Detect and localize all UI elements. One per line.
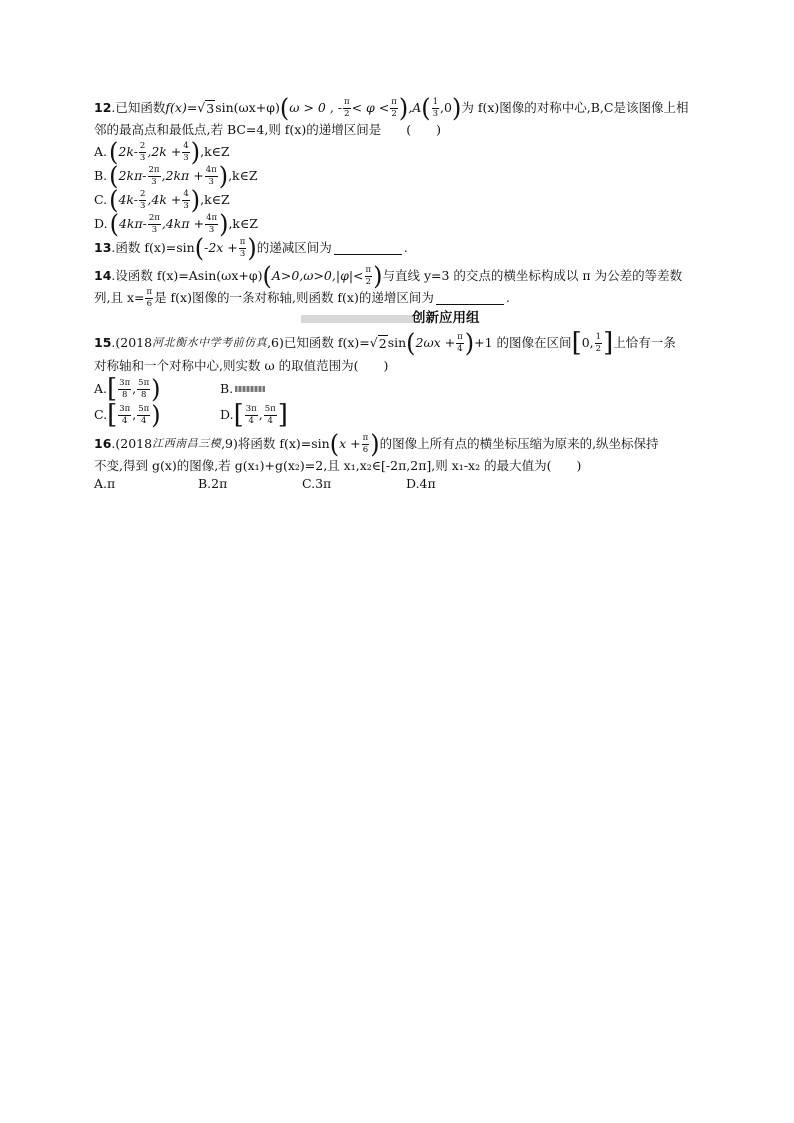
q12-option-a[interactable]: A. ( 2k- $\frac{2}{3}$ ,2k + $\frac{4}{3}$ ) ,k∈Z xyxy=(94,137,230,167)
q15-option-b[interactable]: B. xyxy=(220,376,346,402)
q15-option-c[interactable]: C. [ $\frac{3\pi}{4}$ , $\frac{5\pi}{4}$ ) xyxy=(94,400,161,430)
sqrt-2: √ 2 xyxy=(369,334,387,351)
q12-option-d[interactable]: D. ( 4kπ- $\frac{2\pi}{3}$ ,4kπ + $\frac{4\pi}{3}$ ) ,k∈Z xyxy=(94,209,258,239)
q12-line-1: 12 .已知函数 f(x)= √ 3 sin(ωx+φ) ( ω > 0 , - $\frac{\pi}{2}$ < φ < $\frac{\pi}{2}$ ) ,A ( $\frac{1}{3}$ ,0 ) 为 f(x)图像的对称中心,B,C是该图像上相 xyxy=(94,93,689,123)
q13-line-1: 13 .函数 f(x)=sin ( -2x + $\frac{\pi}{3}$ ) 的递减区间为 . xyxy=(94,233,408,263)
q16-line-1: 16 .(2018 江西南昌三模 ,9)将函数 f(x)=sin ( x + $\frac{\pi}{6}$ ) 的图像上所有点的横坐标压缩为原来的,纵坐标保持 xyxy=(94,429,659,459)
q12-option-b[interactable]: B. ( 2kπ- $\frac{2\pi}{3}$ ,2kπ + $\frac{4\pi}{3}$ ) ,k∈Z xyxy=(94,161,258,191)
q12-number: 12 xyxy=(94,100,112,116)
q12-option-c[interactable]: C. ( 4k- $\frac{2}{3}$ ,4k + $\frac{4}{3}$ ) ,k∈Z xyxy=(94,185,230,215)
formula-image-icon xyxy=(235,386,265,392)
q12-options xyxy=(94,137,704,239)
q16-number: 16 xyxy=(94,436,112,452)
q13-number: 13 xyxy=(94,240,112,256)
q16-option-c[interactable]: C.3π xyxy=(302,476,332,491)
q16-option-a[interactable]: A.π xyxy=(94,476,116,491)
q14-line-1: 14 .设函数 f(x)=Asin(ωx+φ) ( A>0,ω>0,|φ|< $\frac{\pi}{2}$ ) 与直线 y=3 的交点的横坐标构成以 π 为公差的等差数 xyxy=(94,261,683,291)
q15-source: 河北衡水中学考前仿真 xyxy=(152,336,268,350)
q15-number: 15 xyxy=(94,335,112,351)
q16-options xyxy=(94,476,704,492)
worksheet-page xyxy=(94,93,704,492)
q15-line-2: 对称轴和一个对称中心,则实数 ω 的取值范围为( ) xyxy=(94,358,389,374)
q16-option-b[interactable]: B.2π xyxy=(198,476,228,491)
sqrt-3: √ 3 xyxy=(197,99,215,116)
q14-number: 14 xyxy=(94,268,112,284)
section-title: 创新应用组 xyxy=(412,310,480,326)
q15-line-1: 15 .(2018 河北衡水中学考前仿真 ,6)已知函数 f(x)= √ 2 sin ( 2ωx + $\frac{\pi}{4}$ ) +1 的图像在区间 [ 0, $\frac{1}{2}$ ] 上恰有一条 xyxy=(94,328,676,358)
q16-source: 江西南昌三模 xyxy=(152,437,222,451)
q13-answer-blank[interactable] xyxy=(334,242,402,255)
q14-answer-blank[interactable] xyxy=(436,292,504,305)
q12-line-2: 邻的最高点和最低点,若 BC=4,则 f(x)的递增区间是 ( ) xyxy=(94,122,441,138)
q14-line-2: 列,且 x= $\frac{\pi}{6}$ 是 f(x)图像的一条对称轴,则函数 f(x)的递增区间为 . xyxy=(94,287,510,309)
q15-options xyxy=(94,376,704,428)
q15-option-d[interactable]: D. [ $\frac{3\pi}{4}$ , $\frac{5\pi}{4}$ ] xyxy=(220,400,288,430)
q15-option-a[interactable]: A. [ $\frac{3\pi}{8}$ , $\frac{5\pi}{8}$ ) xyxy=(94,374,161,404)
q16-line-2: 不变,得到 g(x)的图像,若 g(x₁)+g(x₂)=2,且 x₁,x₂∈[-2π,2π],则 x₁-x₂ 的最大值为( ) xyxy=(94,458,582,474)
q16-option-d[interactable]: D.4π xyxy=(406,476,436,491)
section-header xyxy=(94,310,704,330)
section-header-bar xyxy=(301,315,413,323)
